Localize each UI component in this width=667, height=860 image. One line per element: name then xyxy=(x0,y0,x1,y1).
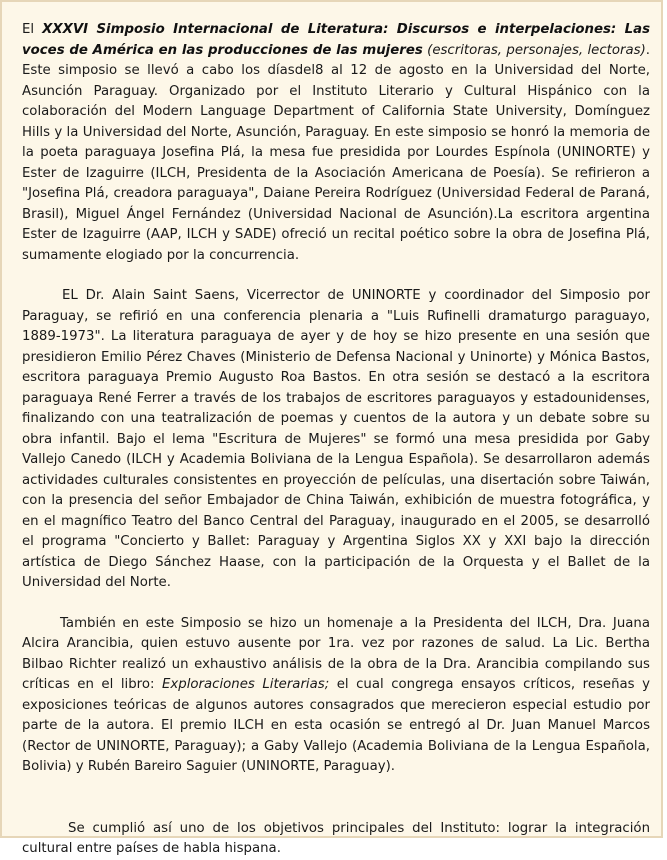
symposium-subtitle: (escritoras, personajes, lectoras) xyxy=(422,42,646,58)
paragraph-homage xyxy=(22,614,650,778)
paragraph-conclusion: Se cumplió así uno de los objetivos principales del Instituto: lograr la integración cultural entre países de habla hispana. xyxy=(22,820,650,856)
book-title: Exploraciones Literarias; xyxy=(161,677,330,692)
paragraph-body: . Este simposio se llevó a cabo los díasdel8 al 12 de agosto en la Universidad del Norte, Asunción Paraguay. Organizado por el Instituto Literario y Cultural Hispánico con la colaboración del Modern Language Department of California State University, Domínguez Hills y la Universidad del Norte, Asunción, Paraguay. En este simposio se honró la memoria de la poeta paraguaya Josefina Plá, la mesa fue presidida por Lourdes Espínola (UNINORTE) y Ester de Izaguirre (ILCH, Presidenta de la Asociación Americana de Poesía). Se refirieron a "Josefina Plá, creadora paraguaya", Daiane Pereira Rodríguez (Universidad Federal de Paraná, Brasil), Miguel Ángel Fernández (Universidad Nacional de Asunción).La escritora argentina Ester de Izaguirre (AAP, ILCH y SADE) ofreció un recital poético sobre la obra de Josefina Plá, sumamente elogiado por la concurrencia. xyxy=(22,42,650,263)
paragraph-plenary: EL Dr. Alain Saint Saens, Vicerrector de UNINORTE y coordinador del Simposio por Paraguay, se refirió en una conferencia plenaria a "Luis Rufinelli dramaturgo paraguayo, 1889-1973". La literatura paraguaya de ayer y de hoy se hizo presente en una sesión que presidieron Emilio Pérez Chaves (Ministerio de Defensa Nacional y Uninorte) y Mónica Bastos, escritora paraguaya Premio Augusto Roa Bastos. En otra sesión se destacó a la escritora paraguaya René Ferrer a través de los trabajos de escritores paraguayos y estadounidenses, finalizando con una teatralización de poemas y cuentos de la autora y un debate sobre su obra infantil. Bajo el lema "Escritura de Mujeres" se formó una mesa presidida por Gaby Vallejo Canedo (ILCH y Academia Boliviana de la Lengua Española). Se desarrollaron además actividades culturales consistentes en proyección de películas, una disertación sobre Taiwán, con la presencia del señor Embajador de China Taiwán, exhibición de muestra fotográfica, y en el magnífico Teatro del Banco Central del Paraguay, inaugurado en el 2005, se desarrolló el programa "Concierto y Ballet: Paraguay y Argentina Siglos XX y XXI bajo la dirección artística de Diego Sánchez Haase, con la participación de la Orquesta y el Ballet de la Universidad del Norte. xyxy=(22,288,650,590)
symposium-title: XXXVI Simposio Internacional de Literatura: Discursos e interpelaciones: Las voces de América en las producciones de las mujeres xyxy=(22,22,650,58)
homage-text-before: También en este Simposio se hizo un homenaje a la Presidenta del ILCH, Dra. Juana Alcira Arancibia, quien estuvo ausente por 1ra. vez por razones de salud. La Lic. Bertha Bilbao Richter realizó un exhaustivo análisis de la obra de la Dra. Arancibia compilando sus críticas en el libro: xyxy=(22,615,650,692)
paragraph-symposium-intro xyxy=(22,20,650,266)
paragraph-prefix: El xyxy=(22,22,43,37)
article-body xyxy=(22,20,650,860)
homage-text-after: el cual congrega ensayos críticos, reseñas y exposiciones teóricas de algunos autores consagrados que merecieron especial estudio por parte de la autora. El premio ILCH en esta ocasión se entregó al Dr. Juan Manuel Marcos (Rector de UNINORTE, Paraguay); a Gaby Vallejo (Academia Boliviana de la Lengua Española, Bolivia) y Rubén Bareiro Saguier (UNINORTE, Paraguay). xyxy=(22,677,651,774)
